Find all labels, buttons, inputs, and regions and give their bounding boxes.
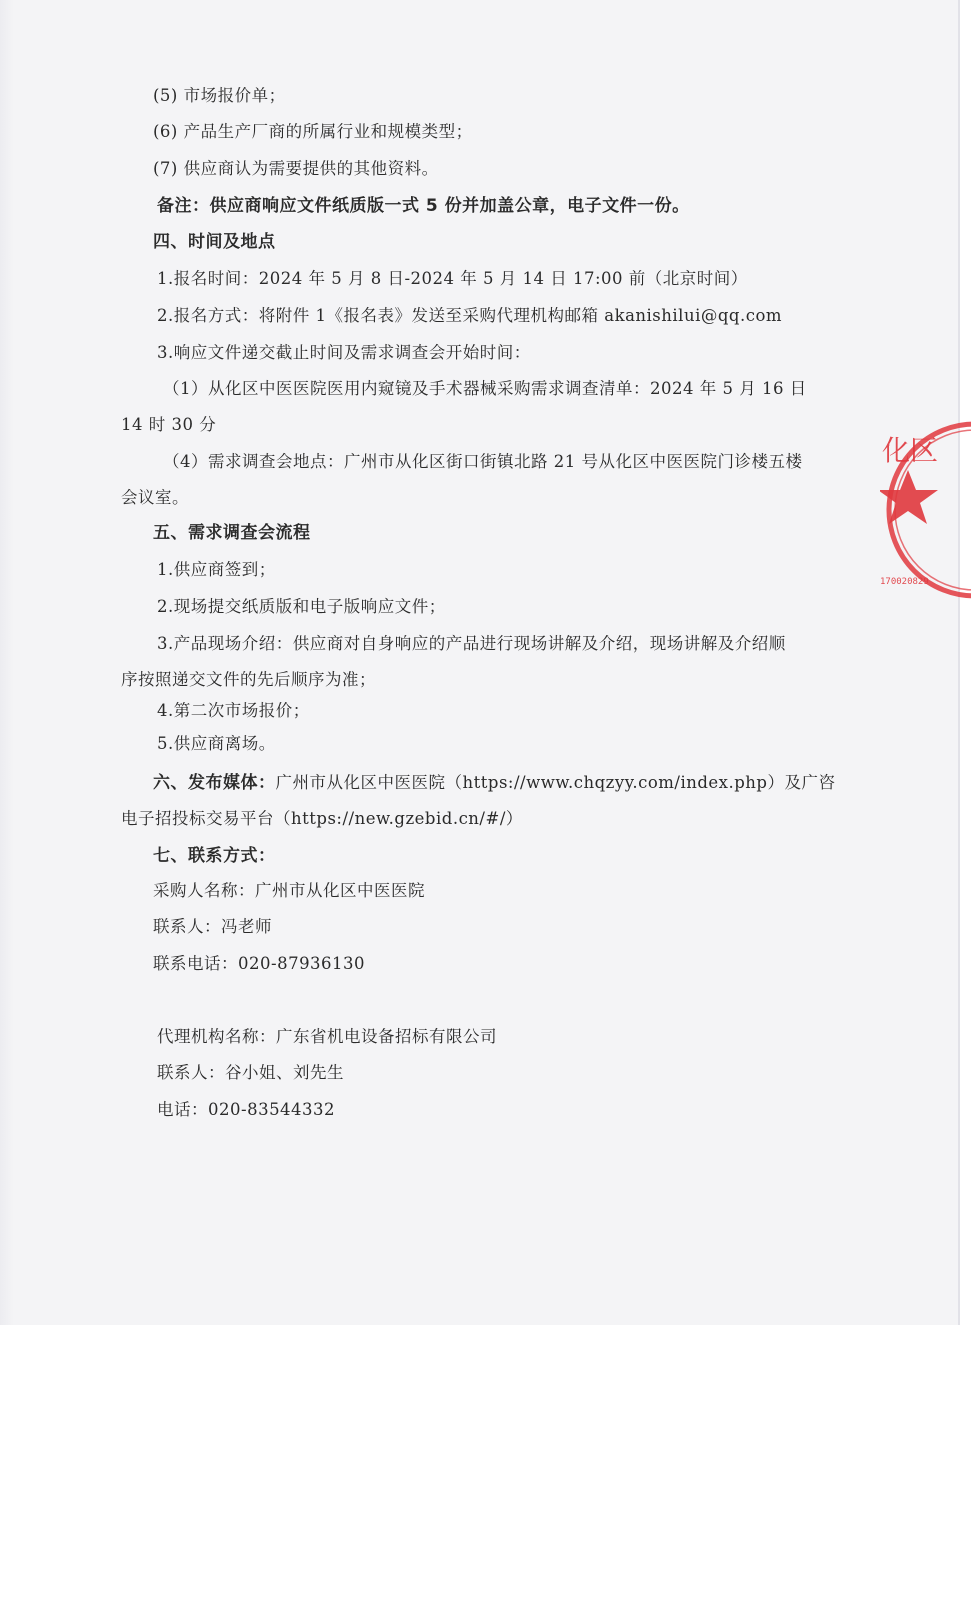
publish-media-line-2: 电子招投标交易平台（https://new.gzebid.cn/#/） [121, 809, 523, 828]
section-4-heading: 四、时间及地点 [153, 232, 276, 252]
section-7-heading: 七、联系方式： [153, 846, 276, 866]
buyer-contact: 联系人：冯老师 [153, 917, 272, 936]
signup-method: 2.报名方式：将附件 1《报名表》发送至采购代理机构邮箱 akanishilui@qq.com [157, 306, 783, 325]
deadline-item-1: （1）从化区中医医院医用内窥镜及手术器械采购需求调查清单：2024 年 5 月 16 日 [163, 379, 807, 398]
flow-step-3-cont: 序按照递交文件的先后顺序为准； [121, 670, 376, 689]
note: 备注：供应商响应文件纸质版一式 5 份并加盖公章，电子文件一份。 [157, 196, 690, 216]
agency-contact: 联系人：谷小姐、刘先生 [157, 1063, 344, 1082]
meeting-location-cont: 会议室。 [121, 488, 189, 507]
deadline-item-1-cont: 14 时 30 分 [121, 415, 217, 434]
flow-step-2: 2.现场提交纸质版和电子版响应文件； [157, 597, 446, 616]
agency-name: 代理机构名称：广东省机电设备招标有限公司 [157, 1027, 497, 1046]
flow-step-4: 4.第二次市场报价； [157, 701, 310, 720]
official-seal [880, 418, 971, 618]
flow-step-3: 3.产品现场介绍：供应商对自身响应的产品进行现场讲解及介绍，现场讲解及介绍顺 [157, 634, 786, 653]
item-7: (7) 供应商认为需要提供的其他资料。 [153, 159, 439, 178]
deadline-label: 3.响应文件递交截止时间及需求调查会开始时间： [157, 343, 531, 362]
item-5: (5) 市场报价单； [153, 86, 286, 105]
flow-step-5: 5.供应商离场。 [157, 734, 276, 753]
section-6-line [153, 772, 835, 794]
seal-code: 170020829 [880, 577, 929, 587]
buyer-name: 采购人名称：广州市从化区中医医院 [153, 881, 425, 900]
item-6: (6) 产品生产厂商的所属行业和规模类型； [153, 122, 473, 141]
agency-phone: 电话：020-83544332 [157, 1100, 336, 1119]
meeting-location: （4）需求调查会地点：广州市从化区街口街镇北路 21 号从化区中医医院门诊楼五楼 [163, 452, 803, 471]
signup-time: 1.报名时间：2024 年 5 月 8 日-2024 年 5 月 14 日 17:00 前（北京时间） [157, 269, 748, 288]
section-6-heading: 六、发布媒体： [153, 773, 276, 793]
seal-graphic [880, 418, 971, 618]
publish-media-line-1: 广州市从化区中医医院（https://www.chqzyy.com/index.php）及广咨 [275, 773, 836, 792]
flow-step-1: 1.供应商签到； [157, 560, 276, 579]
section-5-heading: 五、需求调查会流程 [153, 523, 311, 543]
seal-text: 化区 [882, 434, 939, 467]
buyer-phone: 联系电话：020-87936130 [153, 954, 366, 973]
